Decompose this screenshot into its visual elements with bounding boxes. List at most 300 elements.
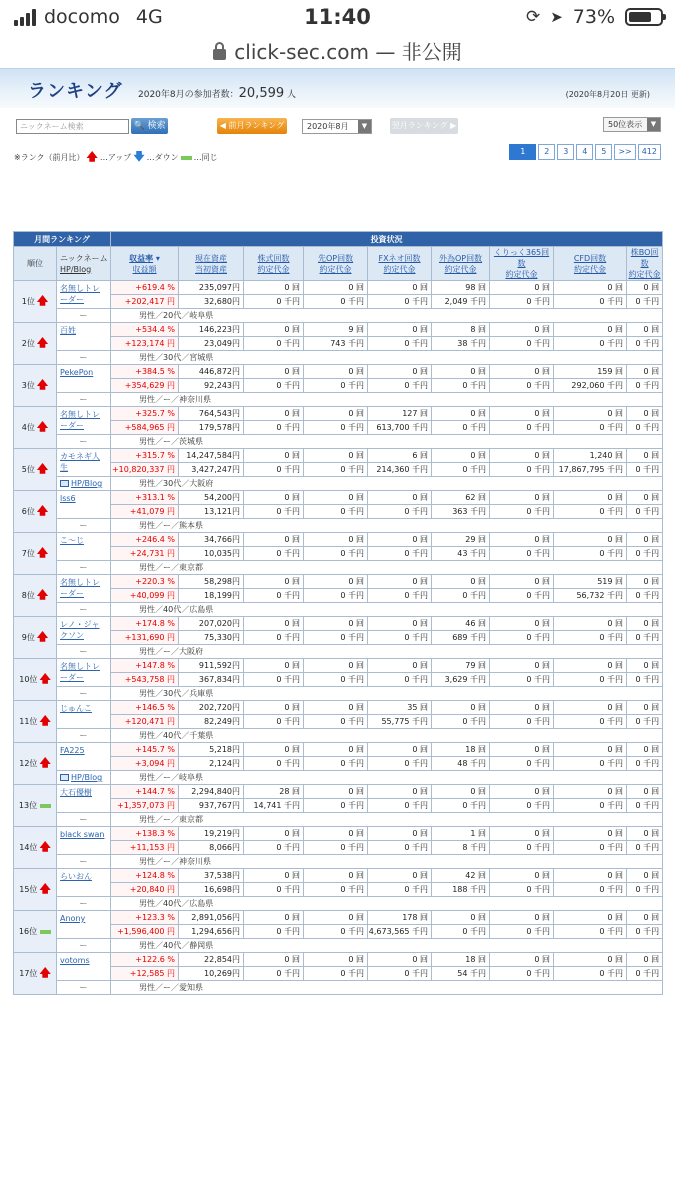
profit-cell: +11,153 円 bbox=[111, 841, 179, 855]
page-link[interactable]: 3 bbox=[557, 144, 574, 160]
rank-cell bbox=[14, 323, 57, 365]
amount-cell: 0 千円 bbox=[554, 673, 627, 687]
rank-cell bbox=[14, 911, 57, 953]
initial-cell: 367,834円 bbox=[179, 673, 244, 687]
count-cell: 0 回 bbox=[244, 323, 304, 337]
initial-cell: 18,199円 bbox=[179, 589, 244, 603]
nickname-link[interactable] bbox=[57, 491, 111, 519]
amount-cell: 0 千円 bbox=[368, 379, 432, 393]
col-fx-amount-label: 約定代金 bbox=[383, 264, 416, 274]
search-button[interactable]: 🔍 検索 bbox=[131, 118, 168, 134]
blog-cell: ー bbox=[57, 729, 111, 743]
profile-spacer bbox=[304, 519, 663, 533]
count-cell: 0 回 bbox=[304, 533, 368, 547]
nickname-text: FA225 bbox=[60, 746, 85, 755]
amount-cell: 0 千円 bbox=[490, 337, 554, 351]
rate-cell: +534.4 % bbox=[111, 323, 179, 337]
rank-cell bbox=[14, 617, 57, 659]
arrow-up-icon: 🡅 bbox=[36, 378, 49, 391]
amount-cell: 0 千円 bbox=[304, 967, 368, 981]
profile-cell: 男性／ー／愛知県 bbox=[111, 981, 304, 995]
page-title: ランキング bbox=[28, 81, 123, 102]
count-cell: 0 回 bbox=[368, 365, 432, 379]
arrow-up-icon: 🡅 bbox=[36, 588, 49, 601]
rank-value: 8位 bbox=[21, 591, 35, 600]
per-page-value: 50位表示 bbox=[608, 120, 643, 129]
legend-same: …同じ bbox=[193, 153, 218, 162]
count-cell: 0 回 bbox=[490, 491, 554, 505]
rank-value: 5位 bbox=[21, 465, 35, 474]
amount-cell: 0 千円 bbox=[554, 295, 627, 309]
count-cell: 0 回 bbox=[627, 869, 663, 883]
amount-cell: 0 千円 bbox=[244, 589, 304, 603]
table-row bbox=[14, 869, 663, 883]
initial-cell: 179,578円 bbox=[179, 421, 244, 435]
col-nickname bbox=[57, 247, 111, 281]
amount-cell: 0 千円 bbox=[368, 295, 432, 309]
assets-cell: 235,097円 bbox=[179, 281, 244, 295]
amount-cell: 0 千円 bbox=[244, 505, 304, 519]
page-link[interactable]: >> bbox=[614, 144, 635, 160]
table-row bbox=[14, 337, 663, 351]
nickname-link[interactable] bbox=[57, 533, 111, 561]
amount-cell: 0 千円 bbox=[490, 673, 554, 687]
count-cell: 0 回 bbox=[368, 743, 432, 757]
next-month-button: 翌月ランキング ▶ bbox=[390, 118, 458, 134]
rate-cell: +138.3 % bbox=[111, 827, 179, 841]
prev-month-button[interactable]: ◀ 前月ランキング bbox=[217, 118, 287, 134]
initial-cell: 13,121円 bbox=[179, 505, 244, 519]
rank-value: 14位 bbox=[19, 843, 38, 852]
amount-cell: 0 千円 bbox=[304, 925, 368, 939]
count-cell: 0 回 bbox=[490, 575, 554, 589]
amount-cell: 0 千円 bbox=[627, 547, 663, 561]
equal-icon bbox=[181, 156, 192, 160]
amount-cell: 0 千円 bbox=[304, 505, 368, 519]
col-stock[interactable] bbox=[244, 247, 304, 281]
count-cell: 9 回 bbox=[304, 323, 368, 337]
amount-cell: 0 千円 bbox=[304, 673, 368, 687]
amount-cell: 0 千円 bbox=[244, 925, 304, 939]
table-row bbox=[14, 799, 663, 813]
participants-number: 20,599 bbox=[238, 86, 285, 101]
count-cell: 0 回 bbox=[432, 911, 490, 925]
count-cell: 0 回 bbox=[368, 575, 432, 589]
clock: 11:40 bbox=[304, 5, 371, 29]
profit-cell: +1,357,073 円 bbox=[111, 799, 179, 813]
profile-cell: 男性／20代／岐阜県 bbox=[111, 309, 304, 323]
profile-cell: 男性／ー／神奈川県 bbox=[111, 393, 304, 407]
amount-cell: 0 千円 bbox=[244, 337, 304, 351]
col-initial-label: 当初資産 bbox=[195, 264, 228, 274]
search-button-label: 検索 bbox=[147, 121, 166, 131]
table-row bbox=[14, 407, 663, 421]
page-link[interactable]: 4 bbox=[576, 144, 593, 160]
nickname-link[interactable] bbox=[57, 785, 111, 813]
amount-cell: 0 千円 bbox=[244, 463, 304, 477]
amount-cell: 0 千円 bbox=[244, 673, 304, 687]
col-op-label: 先OP回数 bbox=[317, 253, 354, 263]
rotation-lock-icon: ⟳ bbox=[525, 7, 541, 27]
location-icon: ➤ bbox=[550, 8, 563, 26]
amount-cell: 0 千円 bbox=[490, 295, 554, 309]
col-op[interactable] bbox=[304, 247, 368, 281]
profit-cell: +3,094 円 bbox=[111, 757, 179, 771]
nickname-text: カモネギ人生 bbox=[60, 452, 100, 472]
blog-text: HP/Blog bbox=[71, 479, 103, 488]
count-cell: 0 回 bbox=[490, 785, 554, 799]
profile-cell: 男性／ー／神奈川県 bbox=[111, 855, 304, 869]
col-fx[interactable] bbox=[368, 247, 432, 281]
rank-value: 2位 bbox=[21, 339, 35, 348]
profit-cell: +41,079 円 bbox=[111, 505, 179, 519]
table-row bbox=[14, 757, 663, 771]
table-row bbox=[14, 701, 663, 715]
blog-link[interactable] bbox=[57, 477, 111, 491]
month-value: 2020年8月 bbox=[307, 122, 349, 131]
blog-link[interactable] bbox=[57, 771, 111, 785]
amount-cell: 0 千円 bbox=[368, 505, 432, 519]
blog-cell: ー bbox=[57, 645, 111, 659]
col-stock-amount-label: 約定代金 bbox=[257, 264, 290, 274]
initial-cell: 937,767円 bbox=[179, 799, 244, 813]
chevron-down-icon: ▼ bbox=[358, 120, 371, 133]
amount-cell: 0 千円 bbox=[304, 757, 368, 771]
count-cell: 0 回 bbox=[304, 911, 368, 925]
rank-cell bbox=[14, 785, 57, 827]
col-rate-label: 収益率 bbox=[129, 253, 154, 263]
participants-unit: 人 bbox=[287, 90, 297, 100]
rate-cell: +220.3 % bbox=[111, 575, 179, 589]
initial-cell: 32,680円 bbox=[179, 295, 244, 309]
amount-cell: 0 千円 bbox=[304, 799, 368, 813]
table-column-header bbox=[14, 247, 663, 281]
assets-cell: 911,592円 bbox=[179, 659, 244, 673]
amount-cell: 2,049 千円 bbox=[432, 295, 490, 309]
count-cell: 0 回 bbox=[432, 449, 490, 463]
amount-cell: 0 千円 bbox=[368, 841, 432, 855]
amount-cell: 0 千円 bbox=[627, 295, 663, 309]
count-cell: 0 回 bbox=[627, 533, 663, 547]
assets-cell: 764,543円 bbox=[179, 407, 244, 421]
amount-cell: 0 千円 bbox=[627, 505, 663, 519]
assets-cell: 54,200円 bbox=[179, 491, 244, 505]
col-click365[interactable] bbox=[490, 247, 554, 281]
count-cell: 0 回 bbox=[627, 617, 663, 631]
count-cell: 0 回 bbox=[244, 281, 304, 295]
count-cell: 0 回 bbox=[627, 827, 663, 841]
blog-cell: ー bbox=[57, 309, 111, 323]
profile-spacer bbox=[304, 771, 663, 785]
assets-cell: 2,891,056円 bbox=[179, 911, 244, 925]
nickname-text: black swan bbox=[60, 830, 105, 839]
rank-value: 3位 bbox=[21, 381, 35, 390]
month-select[interactable] bbox=[302, 119, 372, 134]
amount-cell: 0 千円 bbox=[627, 421, 663, 435]
table-row bbox=[14, 575, 663, 589]
profit-cell: +20,840 円 bbox=[111, 883, 179, 897]
profile-cell: 男性／40代／広島県 bbox=[111, 603, 304, 617]
table-row bbox=[14, 841, 663, 855]
count-cell: 0 回 bbox=[304, 575, 368, 589]
arrow-up-icon: 🡅 bbox=[36, 504, 49, 517]
arrow-up-icon: 🡅 bbox=[36, 630, 49, 643]
amount-cell: 0 千円 bbox=[554, 883, 627, 897]
amount-cell: 3,629 千円 bbox=[432, 673, 490, 687]
col-cfd-label: CFD回数 bbox=[573, 253, 607, 263]
nickname-link[interactable] bbox=[57, 743, 111, 771]
col-rate[interactable] bbox=[111, 247, 179, 281]
count-cell: 0 回 bbox=[490, 281, 554, 295]
profit-cell: +202,417 円 bbox=[111, 295, 179, 309]
blog-cell: ー bbox=[57, 561, 111, 575]
count-cell: 0 回 bbox=[490, 911, 554, 925]
table-row bbox=[14, 631, 663, 645]
profile-cell: 男性／40代／千葉県 bbox=[111, 729, 304, 743]
profile-spacer bbox=[304, 435, 663, 449]
initial-cell: 23,049円 bbox=[179, 337, 244, 351]
count-cell: 0 回 bbox=[554, 533, 627, 547]
profit-cell: +1,596,400 円 bbox=[111, 925, 179, 939]
controls bbox=[0, 108, 675, 162]
battery-icon bbox=[625, 8, 663, 26]
amount-cell: 0 千円 bbox=[432, 925, 490, 939]
nickname-link[interactable] bbox=[57, 365, 111, 393]
count-cell: 0 回 bbox=[627, 365, 663, 379]
amount-cell: 0 千円 bbox=[490, 757, 554, 771]
page-link[interactable]: 5 bbox=[595, 144, 612, 160]
page-link[interactable]: 1 bbox=[509, 144, 536, 160]
amount-cell: 0 千円 bbox=[627, 967, 663, 981]
nickname-link[interactable] bbox=[57, 323, 111, 351]
amount-cell: 0 千円 bbox=[627, 463, 663, 477]
nickname-link[interactable] bbox=[57, 407, 111, 435]
count-cell: 0 回 bbox=[304, 701, 368, 715]
count-cell: 0 回 bbox=[368, 785, 432, 799]
amount-cell: 48 千円 bbox=[432, 757, 490, 771]
amount-cell: 0 千円 bbox=[244, 421, 304, 435]
count-cell: 6 回 bbox=[368, 449, 432, 463]
table-row bbox=[14, 295, 663, 309]
profile-cell: 男性／30代／兵庫県 bbox=[111, 687, 304, 701]
amount-cell: 0 千円 bbox=[627, 757, 663, 771]
nickname-link[interactable] bbox=[57, 449, 111, 477]
profile-cell: 男性／30代／大阪府 bbox=[111, 477, 304, 491]
amount-cell: 0 千円 bbox=[368, 757, 432, 771]
count-cell: 0 回 bbox=[304, 617, 368, 631]
amount-cell: 0 千円 bbox=[244, 841, 304, 855]
count-cell: 0 回 bbox=[244, 575, 304, 589]
col-blog-label[interactable]: HP/Blog bbox=[60, 264, 92, 274]
rate-cell: +123.3 % bbox=[111, 911, 179, 925]
count-cell: 0 回 bbox=[244, 911, 304, 925]
nickname-link[interactable] bbox=[57, 281, 111, 309]
count-cell: 0 回 bbox=[304, 491, 368, 505]
count-cell: 0 回 bbox=[554, 953, 627, 967]
amount-cell: 0 千円 bbox=[304, 295, 368, 309]
table-row bbox=[14, 379, 663, 393]
blog-icon bbox=[60, 480, 69, 487]
profile-cell: 男性／ー／東京都 bbox=[111, 561, 304, 575]
col-click365-label: くりっく365回数 bbox=[493, 248, 550, 268]
table-row bbox=[14, 281, 663, 295]
profile-cell: 男性／ー／大阪府 bbox=[111, 645, 304, 659]
rank-cell bbox=[14, 365, 57, 407]
profit-cell: +40,099 円 bbox=[111, 589, 179, 603]
profit-cell: +543,758 円 bbox=[111, 673, 179, 687]
count-cell: 0 回 bbox=[244, 533, 304, 547]
table-row bbox=[14, 659, 663, 673]
table-row bbox=[14, 505, 663, 519]
profile-cell: 男性／40代／静岡県 bbox=[111, 939, 304, 953]
count-cell: 0 回 bbox=[432, 575, 490, 589]
amount-cell: 0 千円 bbox=[490, 841, 554, 855]
count-cell: 0 回 bbox=[554, 785, 627, 799]
profile-cell: 男性／ー／岐阜県 bbox=[111, 771, 304, 785]
url-bar[interactable] bbox=[0, 36, 675, 66]
count-cell: 0 回 bbox=[244, 743, 304, 757]
col-profit-label: 収益額 bbox=[132, 264, 157, 274]
assets-cell: 446,872円 bbox=[179, 365, 244, 379]
table-row bbox=[14, 981, 663, 995]
count-cell: 0 回 bbox=[244, 407, 304, 421]
count-cell: 0 回 bbox=[368, 953, 432, 967]
col-assets-label: 現在資産 bbox=[195, 253, 228, 263]
col-gop-amount-label: 約定代金 bbox=[444, 264, 477, 274]
per-page-select[interactable] bbox=[603, 117, 661, 132]
nickname-text: 名無しトレーダー bbox=[60, 578, 100, 598]
nickname-link[interactable] bbox=[57, 701, 111, 729]
search-input[interactable]: ニックネーム検索 bbox=[16, 119, 129, 134]
table-row bbox=[14, 967, 663, 981]
table-row bbox=[14, 547, 663, 561]
count-cell: 0 回 bbox=[490, 323, 554, 337]
rate-cell: +124.8 % bbox=[111, 869, 179, 883]
table-row bbox=[14, 463, 663, 477]
count-cell: 0 回 bbox=[490, 449, 554, 463]
count-cell: 0 回 bbox=[490, 953, 554, 967]
amount-cell: 55,775 千円 bbox=[368, 715, 432, 729]
count-cell: 0 回 bbox=[554, 911, 627, 925]
count-cell: 1,240 回 bbox=[554, 449, 627, 463]
arrow-down-icon: 🡇 bbox=[133, 150, 145, 163]
count-cell: 0 回 bbox=[368, 617, 432, 631]
count-cell: 0 回 bbox=[304, 953, 368, 967]
assets-cell: 14,247,584円 bbox=[179, 449, 244, 463]
amount-cell: 0 千円 bbox=[490, 925, 554, 939]
profile-spacer bbox=[304, 813, 663, 827]
col-assets[interactable] bbox=[179, 247, 244, 281]
sort-icon: ▾ bbox=[153, 253, 160, 263]
amount-cell: 0 千円 bbox=[304, 379, 368, 393]
updated-date: (2020年8月20日 更新) bbox=[565, 90, 650, 99]
count-cell: 0 回 bbox=[627, 785, 663, 799]
profit-cell: +123,174 円 bbox=[111, 337, 179, 351]
amount-cell: 0 千円 bbox=[490, 715, 554, 729]
col-cfd[interactable] bbox=[554, 247, 627, 281]
count-cell: 0 回 bbox=[432, 365, 490, 379]
profit-cell: +12,585 円 bbox=[111, 967, 179, 981]
arrow-up-icon: 🡅 bbox=[39, 672, 51, 685]
col-gop-label: 外為OP回数 bbox=[438, 253, 483, 263]
profile-cell: 男性／30代／宮城県 bbox=[111, 351, 304, 365]
count-cell: 0 回 bbox=[627, 449, 663, 463]
table-row bbox=[14, 561, 663, 575]
amount-cell: 0 千円 bbox=[368, 967, 432, 981]
amount-cell: 0 千円 bbox=[490, 967, 554, 981]
arrow-up-icon: 🡅 bbox=[39, 882, 51, 895]
initial-cell: 8,066円 bbox=[179, 841, 244, 855]
blog-cell: ー bbox=[57, 435, 111, 449]
page-link[interactable]: 412 bbox=[638, 144, 661, 160]
count-cell: 0 回 bbox=[432, 785, 490, 799]
rank-value: 7位 bbox=[21, 549, 35, 558]
table-row bbox=[14, 855, 663, 869]
count-cell: 0 回 bbox=[627, 911, 663, 925]
profile-cell: 男性／ー／茨城県 bbox=[111, 435, 304, 449]
amount-cell: 54 千円 bbox=[432, 967, 490, 981]
page-link[interactable]: 2 bbox=[538, 144, 555, 160]
table-row bbox=[14, 617, 663, 631]
nickname-link[interactable] bbox=[57, 617, 111, 645]
table-row bbox=[14, 365, 663, 379]
nickname-link[interactable] bbox=[57, 827, 111, 855]
rate-cell: +147.8 % bbox=[111, 659, 179, 673]
count-cell: 42 回 bbox=[432, 869, 490, 883]
count-cell: 0 回 bbox=[368, 533, 432, 547]
amount-cell: 0 千円 bbox=[627, 589, 663, 603]
amount-cell: 0 千円 bbox=[304, 841, 368, 855]
nickname-link[interactable] bbox=[57, 953, 111, 981]
amount-cell: 0 千円 bbox=[627, 631, 663, 645]
amount-cell: 0 千円 bbox=[368, 547, 432, 561]
count-cell: 0 回 bbox=[490, 365, 554, 379]
profile-spacer bbox=[304, 603, 663, 617]
count-cell: 0 回 bbox=[554, 323, 627, 337]
nickname-link[interactable] bbox=[57, 869, 111, 897]
nickname-link[interactable] bbox=[57, 575, 111, 603]
rank-cell bbox=[14, 491, 57, 533]
nickname-text: lss6 bbox=[60, 494, 76, 503]
network-type: 4G bbox=[135, 6, 163, 28]
amount-cell: 689 千円 bbox=[432, 631, 490, 645]
count-cell: 0 回 bbox=[627, 491, 663, 505]
rank-value: 12位 bbox=[19, 759, 38, 768]
initial-cell: 16,698円 bbox=[179, 883, 244, 897]
col-gop[interactable] bbox=[432, 247, 490, 281]
profile-spacer bbox=[304, 477, 663, 491]
count-cell: 0 回 bbox=[627, 407, 663, 421]
rate-cell: +325.7 % bbox=[111, 407, 179, 421]
nickname-link[interactable] bbox=[57, 659, 111, 687]
rank-value: 4位 bbox=[21, 423, 35, 432]
col-bo[interactable] bbox=[627, 247, 663, 281]
table-group-header bbox=[14, 232, 663, 247]
rate-cell: +144.7 % bbox=[111, 785, 179, 799]
count-cell: 0 回 bbox=[244, 869, 304, 883]
rate-cell: +384.5 % bbox=[111, 365, 179, 379]
nickname-text: 名無しトレーダー bbox=[60, 410, 100, 430]
count-cell: 0 回 bbox=[627, 575, 663, 589]
arrow-up-icon: 🡅 bbox=[36, 294, 49, 307]
nickname-link[interactable] bbox=[57, 911, 111, 939]
rank-value: 15位 bbox=[19, 885, 38, 894]
count-cell: 29 回 bbox=[432, 533, 490, 547]
profile-cell: 男性／ー／東京都 bbox=[111, 813, 304, 827]
count-cell: 0 回 bbox=[304, 449, 368, 463]
count-cell: 0 回 bbox=[244, 617, 304, 631]
amount-cell: 0 千円 bbox=[490, 505, 554, 519]
